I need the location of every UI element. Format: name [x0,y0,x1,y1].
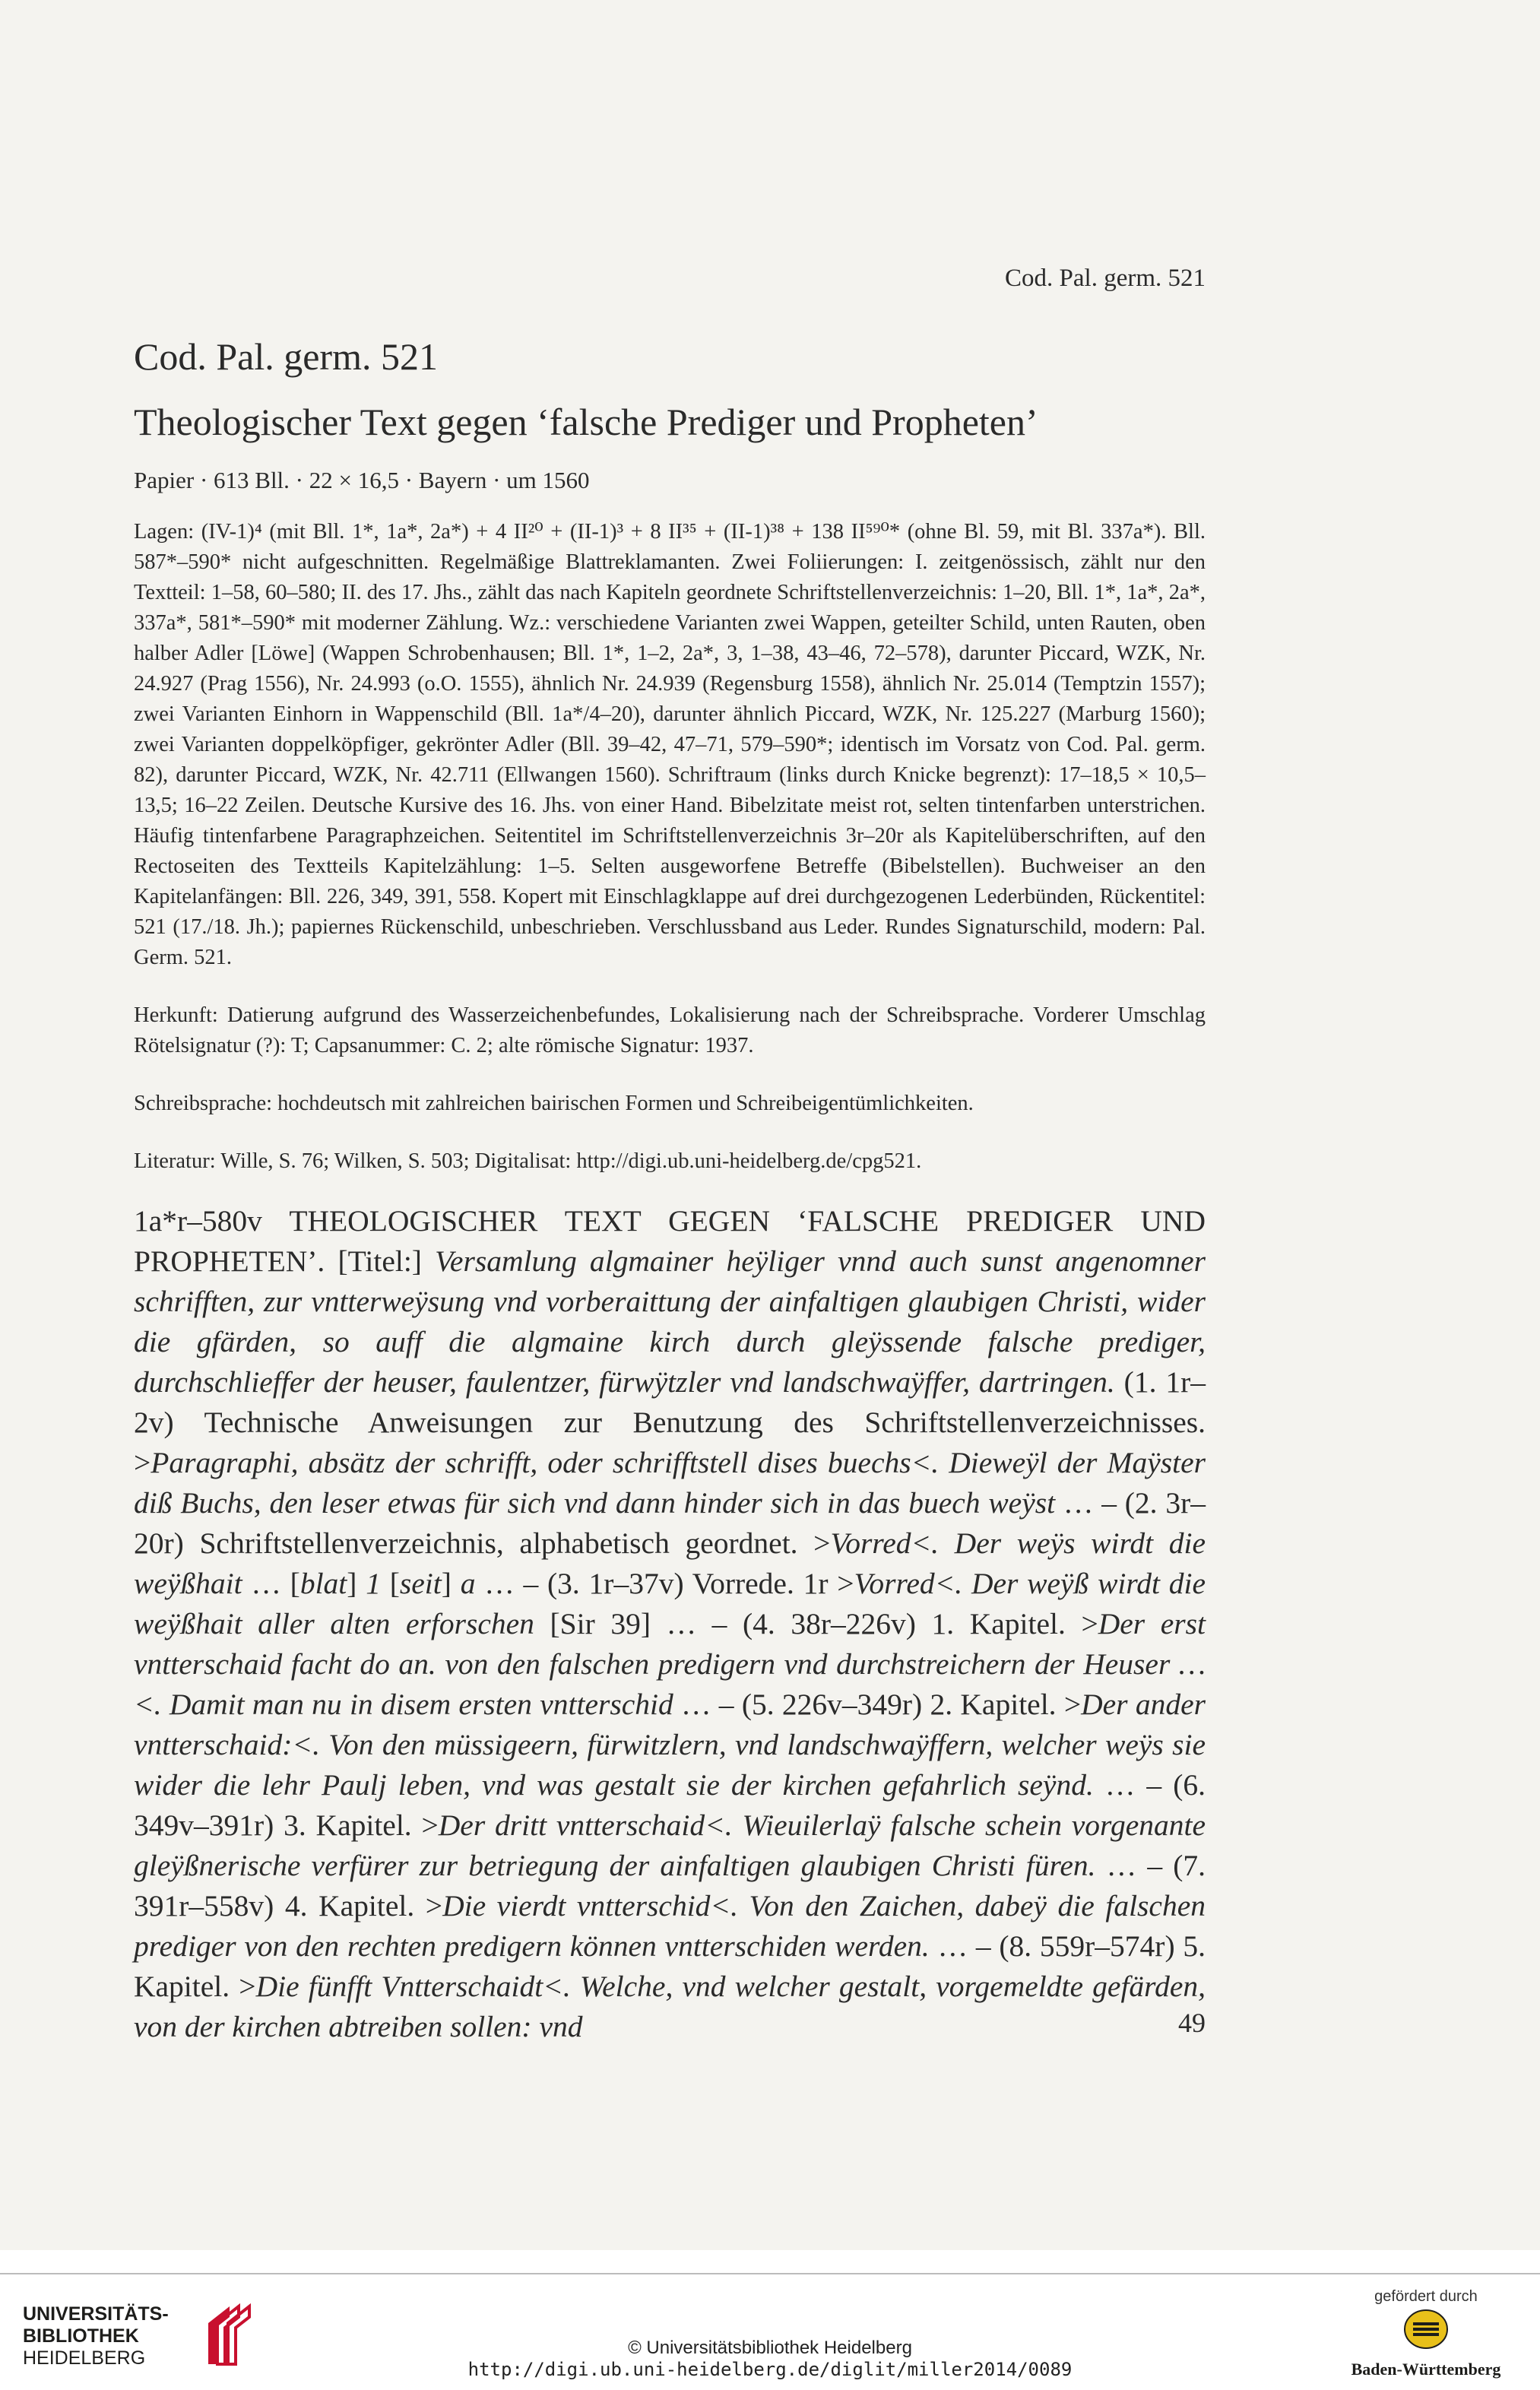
entry-quote: 1 [366,1567,381,1600]
entry-text: … – (7. 391r–558v) 4. Kapitel. > [134,1849,1206,1922]
paragraph-schreibsprache: Schreibsprache: hochdeutsch mit zahlreichen bairischen Formen und Schreibeigentümlichkeiten. [134,1092,974,1115]
permalink[interactable]: http://digi.ub.uni-heidelberg.de/diglit/miller2014/0089 [467,2359,1073,2380]
page-number: 49 [1178,2008,1206,2038]
sponsor-name: Baden-Württemberg [1351,2360,1501,2379]
entry-quote: Die vierdt vntterschid<. Von den Zaichen, dabeÿ die falschen prediger von den rechten predigern können vntterschiden werden. [134,1889,1206,1963]
codex-summary: Papier · 613 Bll. · 22 × 16,5 · Bayern · um 1560 [134,467,590,493]
entry-text: [ [380,1567,400,1600]
entry-text: ] [347,1567,366,1600]
title-block [134,334,1206,494]
entry-quote: Der ander vntterschaid:<. Von den müssigeern, fürwitzlern, vnd landschwaÿffern, welcher weÿs sie wider die lehr Paulj leben, vnd was gestalt sie der kirchen gefahrlich seÿnd. [134,1688,1206,1802]
content-entry [134,1201,1206,2047]
page-title: Theologischer Text gegen ‘falsche Prediger und Propheten’ [134,401,1038,443]
codex-description [134,517,1206,1204]
entry-text: … – (2. 3r–20r) Schriftstellenverzeichnis, alphabetisch geordnet. > [134,1486,1206,1560]
library-name-line: UNIVERSITÄTS- [23,2303,169,2325]
entry-quote: Der erst vntterschaid facht do an. von den falschen predigern vnd durchstreichern der Heuser …<. Damit man nu in disem ersten vntterschid [134,1607,1206,1721]
entry-text: (1. 1r–2v) Technische Anweisungen zur Benutzung des Schriftstellenverzeichnisses. > [134,1365,1206,1479]
paragraph-herkunft: Herkunft: Datierung aufgrund des Wasserzeichenbefundes, Lokalisierung nach der Schreibsprache. Vorderer Umschlag Rötelsignatur (?): T; Capsanummer: C. 2; alte römische Signatur: 1937. [134,1003,1206,1057]
entry-text: … – (8. 559r–574r) 5. Kapitel. > [134,1929,1206,2003]
paragraph-literatur: Literatur: Wille, S. 76; Wilken, S. 503; Digitalisat: http://digi.ub.uni-heidelberg.de/cpg521. [134,1149,922,1173]
entry-text: … – (5. 226v–349r) 2. Kapitel. > [673,1688,1082,1721]
entry-quote: seit [399,1567,442,1600]
entry-quote: Vorred<. Der weÿß wirdt die weÿßhait aller alten erforschen [134,1567,1206,1640]
running-header: Cod. Pal. germ. 521 [1005,265,1206,292]
entry-quote: Paragraphi, absätz der schrifft, oder schrifftstell dises buechs<. Dieweÿl der Maÿster diß Buchs, den leser etwas für sich vnd dann hinder sich in das buech weÿst [134,1446,1206,1520]
paragraph-lagen: Lagen: (IV-1)⁴ (mit Bll. 1*, 1a*, 2a*) + 4 II²⁰ + (II-1)³ + 8 II³⁵ + (II-1)³⁸ + 138 II⁵⁹⁰* (ohne Bl. 59, mit Bl. 337a*). Bll. 587*–590* nicht aufgeschnitten. Regelmäßige Blattreklamanten. Zwei Foliierungen: I. zeitgenössisch, zählt nur den Textteil: 1–58, 60–580; II. des 17. Jhs., zählt das nach Kapiteln geordnete Schriftstellenverzeichnis: 1–20, Bll. 1*, 1a*, 2a*, 337a*, 581*–590* mit moderner Zählung. Wz.: verschiedene Varianten zwei Wappen, geteilter Schild, unten Rauten, oben halber Adler [Löwe] (Wappen Schrobenhausen; Bll. 1*, 1–2, 2a*, 3, 1–38, 43–46, 72–578), darunter Piccard, WZK, Nr. 24.927 (Prag 1556), Nr. 24.993 (o.O. 1555), ähnlich Nr. 24.939 (Regensburg 1558), ähnlich Nr. 25.014 (Temptzin 1557); zwei Varianten Einhorn in Wappenschild (Bll. 1a*/4–20), darunter ähnlich Piccard, WZK, Nr. 125.227 (Marburg 1560); zwei Varianten doppelköpfiger, gekrönter Adler (Bll. 39–42, 47–71, 579–590*; identisch im Vorsatz von Cod. Pal. germ. 82), darunter Piccard, WZK, Nr. 42.711 (Ellwangen 1560). Schriftraum (links durch Knicke begrenzt): 17–18,5 × 10,5–13,5; 16–22 Zeilen. Deutsche Kursive des 16. Jhs. von einer Hand. Bibelzitate meist rot, selten tintenfarben unterstrichen. Häufig tintenfarbene Paragraphzeichen. Seitentitel im Schriftstellenverzeichnis 3r–20r als Kapitelüberschriften, auf den Rectoseiten des Textteils Kapitelzählung: 1–5. Selten ausgeworfene Betreffe (Bibelstellen). Buchweiser an den Kapitelanfängen: Bll. 226, 349, 391, 558. Kopert mit Einschlagklappe auf drei durchgezogenen Lederbünden, Rückentitel: 521 (17./18. Jh.); papiernes Rückenschild, unbeschrieben. Verschlussband aus Leder. Rundes Signaturschild, modern: Pal. Germ. 521. [134,520,1206,969]
shelfmark: Cod. Pal. germ. 521 [134,335,438,378]
entry-quote: a [460,1567,476,1600]
coat-of-arms-icon [1399,2306,1453,2353]
entry-quote: blat [299,1567,347,1600]
sponsor-block[interactable] [1342,2288,1510,2379]
copyright-notice: © Universitätsbibliothek Heidelberg [628,2338,912,2358]
entry-quote: Die fünfft Vntterschaidt<. Welche, vnd welcher gestalt, vorgemeldte gefärden, von der kirchen abtreiben sollen: vnd [134,1970,1206,2043]
footer-divider [0,2273,1540,2274]
entry-quote: Der dritt vntterschaid<. Wieuilerlaÿ falsche schein vorgenante gleÿßnerische verfürer zur betriegung der ainfaltigen glaubigen Christi füren. [134,1808,1206,1882]
entry-text: … – (3. 1r–37v) Vorrede. 1r > [475,1567,854,1600]
entry-text: 1a*r–580v THEOLOGISCHER TEXT GEGEN ‘FALSCHE PREDIGER UND PROPHETEN’. [Titel:] [134,1204,1206,1278]
sponsor-label: gefördert durch [1374,2288,1478,2305]
entry-quote: Vorred<. Der weÿs wirdt die weÿßhait [134,1526,1206,1600]
library-name-line: HEIDELBERG [23,2347,146,2369]
entry-text: [Sir 39] … – (4. 38r–226v) 1. Kapitel. > [534,1607,1098,1640]
entry-quote: Versamlung algmainer heÿliger vnnd auch sunst angenomner schrifften, zur vntterweÿsung vnd vorberaittung der ainfaltigen glaubigen Christi, wider die gfärden, so auff die algmaine kirch durch gleÿssende falsche prediger, durchschlieffer der heuser, faulentzer, fürwÿtzler vnd landschwaÿffer, dartringen. [134,1244,1206,1399]
entry-text: … [ [242,1567,300,1600]
entry-text: … – (6. 349v–391r) 3. Kapitel. > [134,1768,1206,1842]
entry-text: ] [441,1567,461,1600]
library-name-line: BIBLIOTHEK [23,2325,139,2347]
